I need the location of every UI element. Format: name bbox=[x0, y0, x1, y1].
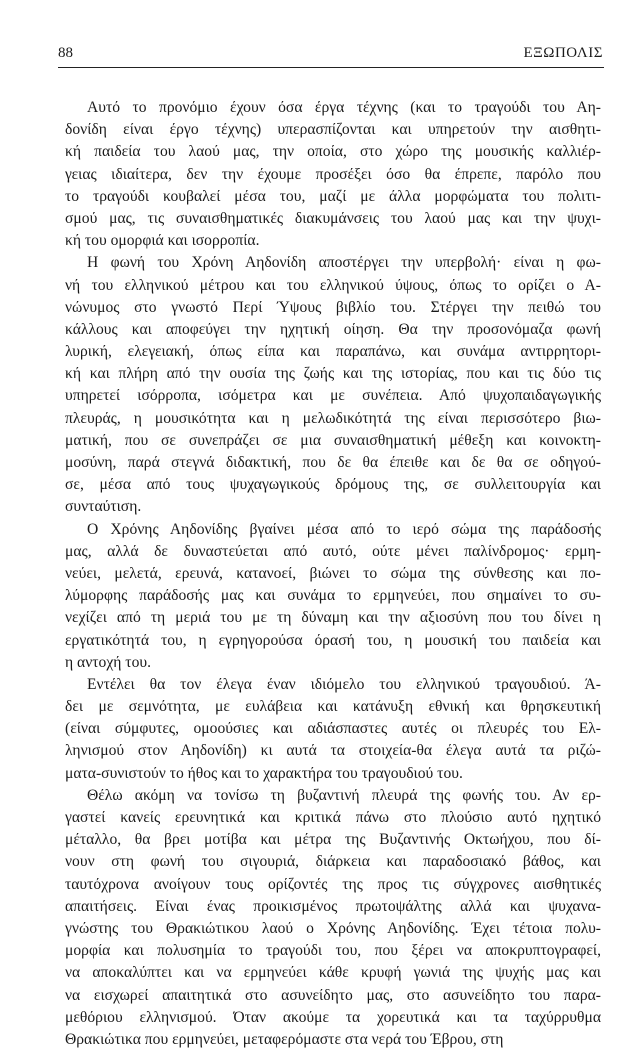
page-number: 88 bbox=[58, 45, 73, 61]
text-line: κάλλους και αποφεύγει την ηχητική οίηση. Θα την προσονόμαζα φωνή bbox=[65, 320, 601, 338]
paragraph bbox=[65, 785, 601, 1051]
paragraph bbox=[65, 674, 601, 785]
text-line: Θρακιώτικα που ερμηνεύει, μεταφερόμαστε στα νερά του Έβρου, στη bbox=[65, 1030, 504, 1048]
text-line: Αυτό το προνόμιο έχουν όσα έργα τέχνης (και το τραγούδι του Αη- bbox=[87, 99, 601, 116]
text-line: νή του ελληνικού μέτρου και του ελληνικού ύψους, όπως το ορίζει ο Α- bbox=[65, 276, 601, 294]
paragraph bbox=[65, 252, 601, 518]
text-line: υπηρετεί ισόρροπα, ισόμετρα και με συνέπεια. Από ψυχοπαιδαγωγικής bbox=[65, 387, 601, 405]
text-line: απαιτήσεις. Είναι ένας προικισμένος πρωτοψάλτης αλλά και ψυχανα- bbox=[65, 897, 601, 915]
text-line: μεθόριου ελληνισμού. Όταν ακούμε τα χορευτικά και τα ταχύρρυθμα bbox=[65, 1008, 601, 1026]
text-line: σε, μέσα από τους ψυχαγωγικούς δρόμους της, σε συλλειτουργία και bbox=[65, 476, 601, 494]
text-line: κή του ομορφιά και ισορροπία. bbox=[65, 232, 260, 250]
text-line: να εισχωρεί απαιτητικά στο ασυνείδητο μας, στο ασυνείδητο του παρα- bbox=[65, 986, 601, 1004]
text-line: δει με σεμνότητα, με ευλάβεια και κατάνυξη εθνική και θρησκευτική bbox=[65, 698, 601, 716]
text-line: μέταλλο, θα βρει μοτίβα και μέτρα της Βυζαντινής Οκτωήχου, που δί- bbox=[65, 831, 601, 849]
text-line: πλευράς, η μουσικότητα και η μελωδικότητά της είναι περισσότερο βιω- bbox=[65, 409, 601, 427]
text-line: κή παιδεία του λαού μας, την οποία, στο χώρο της μουσικής καλλιέρ- bbox=[65, 143, 601, 161]
paragraph bbox=[65, 97, 601, 252]
text-line: (είναι σύμφυτες, ομοούσιες και αδιάσπαστες αυτές οι πλευρές του Ελ- bbox=[65, 720, 601, 738]
text-line: σμού μας, τις συναισθηματικές διακυμάνσεις του λαού μας και την ψυχι- bbox=[65, 209, 601, 227]
text-line: νεύει, μελετά, ερευνά, κατανοεί, βιώνει το σώμα της σύνθεσης και πο- bbox=[65, 564, 601, 582]
text-line: ματική, που σε συνεπράζει σε μια συναισθηματική μέθεξη και κοινοκτη- bbox=[65, 431, 601, 449]
text-line: λυρική, ελεγειακή, όπως είπα και παραπάνω, και συνάμα αντιρρητορι- bbox=[65, 343, 601, 361]
text-line: Θέλω ακόμη να τονίσω τη βυζαντινή πλευρά της φωνής του. Αν ερ- bbox=[87, 786, 601, 804]
text-line: γαστεί κανείς ερευνητικά και κριτικά πάνω στο πλούσιο αυτό ηχητικό bbox=[65, 809, 601, 826]
text-line: το τραγούδι κουβαλεί μέσα του, μαζί με άλλα μορφώματα του πολιτι- bbox=[65, 187, 601, 205]
text-line: μας, αλλά δε δυναστεύεται από αυτό, ούτε μένει παλίνδρομος· ερμη- bbox=[65, 542, 601, 560]
text-line: Ο Χρόνης Αηδονίδης βγαίνει μέσα από το ιερό σώμα της παράδοσής bbox=[87, 520, 601, 538]
text-line: νουν στη φωνή του σιγουριά, διάρκεια και παραδοσιακό βάθος, και bbox=[65, 853, 601, 871]
text-line: λύμορφης παράδοσής μας και συνάμα το ερμηνεύει, που σημαίνει το συ- bbox=[65, 587, 601, 605]
text-line: νεχίζει από τη μεριά του με τη δύναμη και την αξιοσύνη που του δίνει η bbox=[65, 609, 601, 627]
text-line: Εντέλει θα τον έλεγα έναν ιδιόμελο του ελληνικού τραγουδιού. Ά- bbox=[87, 675, 601, 693]
text-line: κή και πλήρη από την ουσία της ζωής και της ιστορίας, που και τις δύο τις bbox=[65, 365, 601, 383]
text-line: ματα-συνιστούν το ήθος και το χαρακτήρα του τραγουδιού του. bbox=[65, 764, 463, 782]
running-title: ΕΞΩΠΟΛΙΣ bbox=[523, 45, 603, 61]
text-line: μοσύνη, παρά στεγνά διδακτική, που δε θα έπειθε και δε θα σε οδηγού- bbox=[65, 454, 601, 471]
header-rule bbox=[58, 67, 604, 68]
text-line: ταυτόχρονα ανοίγουν τους ορίζοντές της προς τις σύγχρονες αισθητικές bbox=[65, 875, 601, 893]
page-header bbox=[58, 45, 603, 67]
text-line: δονίδη είναι έργο τέχνης) υπερασπίζονται και υπηρετούν την αισθητι- bbox=[65, 121, 601, 139]
text-line: μορφία και πολυσημία το τραγούδι του, που ξέρει να αποκρυπτογραφεί, bbox=[65, 942, 601, 960]
text-line: να αποκαλύπτει και να ερμηνεύει κάθε κρυφή γωνιά της ψυχής μας και bbox=[65, 964, 601, 982]
paragraph bbox=[65, 519, 601, 674]
text-line: Η φωνή του Χρόνη Αηδονίδη αποστέργει την υπερβολή· είναι η φω- bbox=[87, 254, 601, 272]
body-text bbox=[65, 97, 601, 1051]
text-line: συνταύτιση. bbox=[65, 498, 142, 516]
text-line: γνώστης του Θρακιώτικου λαού ο Χρόνης Αηδονίδης. Έχει τέτοια πολυ- bbox=[65, 919, 601, 937]
text-line: γειας ιδιαίτερα, δεν την έχουμε προσέξει όσο θα έπρεπε, παρόλο που bbox=[65, 165, 601, 183]
text-line: ληνισμού στον Αηδονίδη) κι αυτά τα στοιχεία-θα έλεγα αυτά τα ριζώ- bbox=[65, 742, 601, 760]
text-line: η αντοχή του. bbox=[65, 653, 151, 671]
text-line: εργατικότητά του, η εγρηγορούσα όρασή του, η μουσική του παιδεία και bbox=[65, 631, 601, 649]
text-line: νώνυμος στο γνωστό Περί Ύψους βιβλίο του. Στέργει την πειθώ του bbox=[65, 298, 601, 316]
